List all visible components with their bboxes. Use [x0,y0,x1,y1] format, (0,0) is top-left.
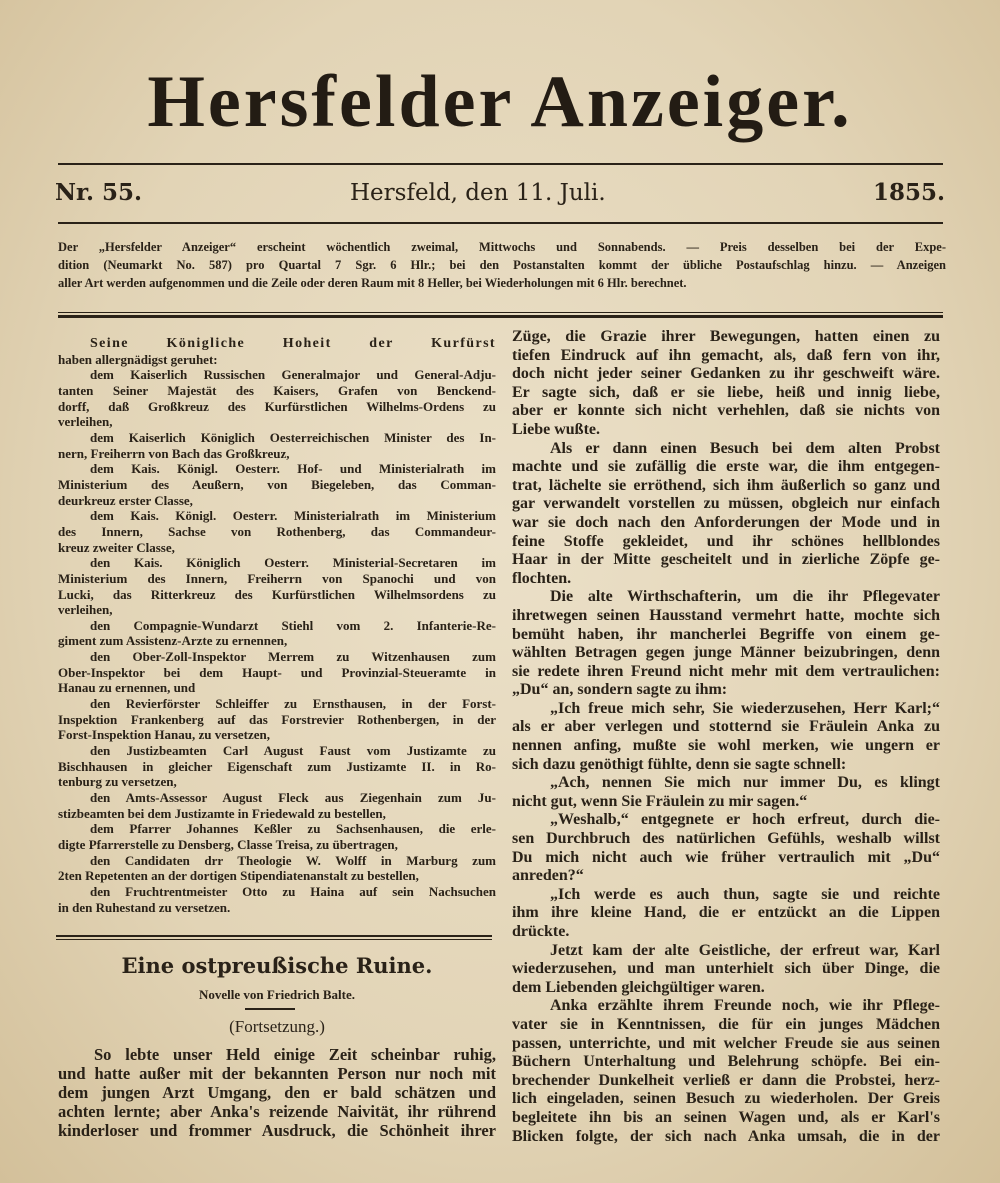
text-line: Ober-Inspektor bei dem Haupt- und Provinzial-Steueramte in [58,664,496,680]
dateline-rule [58,222,943,224]
text-line: sen Durchbruch des natürlichen Gefühls, weshalb willst [512,830,940,848]
text-line: in den Ruhestand zu versetzen. [58,899,231,915]
text-line: wiederzusehen, und man unterhielt sich über Dinge, die [512,960,940,978]
text-line: „Ach, nennen Sie mich nur immer Du, es klingt [550,774,940,792]
text-line: nennen anfing, mußte sie wohl merken, wie ungern er [512,737,940,755]
text-line: giment zum Assistenz-Arzte zu ernennen, [58,633,288,649]
text-line: Er sagte sich, daß er sie liebe, heiß und innig liebe, [512,383,940,401]
announcement-column [58,336,496,915]
text-line: tiefen Eindruck auf ihn gemacht, als, daß fern von ihr, [512,346,940,364]
story-continuation: (Fortsetzung.) [229,1017,325,1036]
text-line: Der „Hersfelder Anzeiger“ erscheint wöchentlich zweimal, Mittwochs und Sonnabends. — Preis desselben bei der Expe- [58,240,946,254]
text-line: aller Art werden aufgenommen und die Zeile oder deren Raum mit 8 Heller, bei Wiederholungen mit 6 Hlr. berechnet. [58,276,687,290]
text-line: den Revierförster Schleiffer zu Ernsthausen, in der Forst- [90,696,496,712]
text-line: Züge, die Grazie ihrer Bewegungen, hatten einen zu [512,328,940,345]
dateline [55,178,945,212]
text-line: doch nicht jeder seiner Gedanken zu ihr geschweift wäre. [512,365,940,383]
story-body-left [58,1045,496,1140]
text-line: des Innern, Sachse von Rothenberg, das Commandeur- [58,523,496,539]
text-line: den Candidaten drr Theologie W. Wolff in Marburg zum [90,852,496,868]
text-line: Seine Königliche Hoheit der Kurfürst [90,336,496,351]
text-line: dorff, daß Großkreuz des Kurfürstlichen Wilhelms-Ordens zu [58,398,496,414]
text-line: den Kais. Königlich Oesterr. Ministerial-Secretaren im [90,555,496,571]
masthead-rule [58,163,943,165]
text-line: kreuz zweiter Classe, [58,539,175,555]
text-line: verleihen, [58,602,113,618]
text-line: tanten Seiner Majestät des Kaisers, Grafen von Benckend- [58,382,496,398]
text-line: Lucki, das Ritterkreuz des Kurfürstlichen Wilhelmsordens zu [58,586,496,602]
text-line: dem Liebenden gleichgültiger waren. [512,978,765,996]
double-rule-top [58,312,943,313]
masthead-title: Hersfelder Anzeiger. [147,61,853,143]
text-line: gar verwandelt vorstellen zu müssen, obgleich nur einfach [512,495,940,513]
text-line: drückte. [512,923,570,940]
text-line: Die alte Wirthschafterin, um die ihr Pflegevater [550,588,940,606]
text-line: Ministerium des Aeußern, von Biegeleben, das Comman- [58,476,496,492]
text-line: Blicken folgte, der sich nach Anka umsah, die in der [512,1127,940,1145]
subscription-notice [58,238,946,292]
text-line: Als er dann einen Besuch bei dem alten Probst [550,439,940,457]
text-line: sie redete ihren Freund nicht mehr mit dem vertraulichen: [512,662,940,680]
text-line: Forst-Inspektion Hanau, zu versetzen, [58,727,270,743]
text-line: „Ich freue mich sehr, Sie wiederzusehen, Herr Karl;“ [550,699,940,717]
text-line: achten lernte; aber Anka's reizende Naivität, ihr rührend [58,1102,496,1121]
text-line: dem Kaiserlich Königlich Oesterreichischen Minister des In- [90,429,496,445]
text-line: „Ich werde es auch thun, sagte sie und reichte [550,885,940,903]
text-line: dem jungen Arzt Umgang, den er bald schätzen und [58,1083,496,1102]
text-line: brechender Dunkelheit verließ er dann die Probstei, herz- [512,1071,940,1089]
story-body-right [512,328,940,1146]
text-line: Liebe wußte. [512,420,600,438]
text-line: Du mich nicht auch wie früher vertraulich mit „Du“ [512,848,940,866]
text-line: dition (Neumarkt No. 587) pro Quartal 7 Sgr. 6 Hlr.; bei den Postanstalten kommt der übliche Postaufschlag hinzu. — Anzeigen [58,258,946,272]
text-line: lich eingeladen, seinen Besuch zu wiederholen. Der Greis [512,1090,940,1108]
text-line: dem Kais. Königl. Oesterr. Ministerialrath im Ministerium [90,508,496,524]
text-line: flochten. [512,569,572,587]
text-line: Haar in der Mitte gescheitelt und in zierliche Zöpfe ge- [512,551,940,569]
text-line: „Du“ an, sondern sagte zu ihm: [512,681,728,699]
text-line: Jetzt kam der alte Geistliche, der erfreut war, Karl [550,941,940,959]
text-line: „Weshalb,“ entgegnete er hoch erfreut, durch die- [550,811,940,829]
text-line: Hanau zu ernennen, und [58,680,196,696]
text-line: den Compagnie-Wundarzt Stiehl vom 2. Infanterie-Re- [90,617,496,633]
text-line: nern, Freiherrn von Bach das Großkreuz, [58,445,290,461]
text-line: tenburg zu versetzen, [58,774,177,790]
text-line: den Amts-Assessor August Fleck aus Ziegenhain zum Ju- [90,790,496,806]
text-line: vater sie in Kenntnissen, die für ein junges Mädchen [512,1015,940,1033]
text-line: dem Kaiserlich Russischen Generalmajor und General-Adju- [90,367,496,383]
text-line: ihretwegen seinen Hausstand vermehrt hatte, mochte sich [512,606,940,624]
text-line: Anka erzählte ihrem Freunde noch, wie ihr Pflege- [550,997,940,1015]
text-line: den Fruchtrentmeister Otto zu Haina auf sein Nachsuchen [90,883,496,899]
place-date: Hersfeld, den 11. Juli. [350,180,606,206]
text-line: So lebte unser Held einige Zeit scheinbar ruhig, [94,1045,496,1064]
text-line: Inspektion Frankenberg auf das Forstrevier Rothenbergen, in der [58,711,496,727]
text-line: dem Kais. Königl. Oesterr. Hof- und Ministerialrath im [90,461,496,477]
text-line: haben allergnädigst geruhet: [58,351,218,367]
text-line: war sie doch nach den Anforderungen der Mode und in [512,513,940,531]
text-line: trat, lächelte sie erröthend, sich ihm äußerlich so ganz und [512,476,940,494]
story-title: Eine ostpreußische Ruine. [121,953,433,978]
section-rule-top [56,935,492,937]
text-line: begleitete ihn bis an seinen Wagen und, als er Karl's [512,1108,940,1126]
text-line: Büchern Unterhaltung und Belehrung schöpfe. Bei ein- [512,1053,940,1071]
text-line: anreden?“ [512,867,584,885]
text-line: als er aber verlegen und stotternd sie Fräulein Anka zu [512,718,940,736]
text-line: digte Pfarrerstelle zu Densberg, Classe Treisa, zu übertragen, [58,837,398,852]
issue-number: Nr. 55. [55,179,143,206]
text-line: dem Pfarrer Johannes Keßler zu Sachsenhausen, die erle- [90,821,496,837]
text-line: nicht gut, wenn Sie Fräulein zu mir sagen.“ [512,792,808,810]
text-line: aber er konnte sich nicht verhehlen, daß sie nichts von [512,402,940,420]
text-line: kinderloser und frommer Ausdruck, die Schönheit ihrer [58,1121,496,1140]
double-rule-bottom [58,315,943,318]
story-author: Novelle von Friedrich Balte. [199,987,355,1002]
text-line: sich dazu genöthigt fühlte, denn sie sagte schnell: [512,755,847,773]
section-rule-bottom [56,939,492,940]
year: 1855. [872,179,945,206]
text-line: stizbeamten bei dem Justizamte in Friedewald zu bestellen, [58,805,386,821]
text-line: ihm ihre kleine Hand, die er entzückt an die Lippen [512,904,940,922]
story-short-rule [245,1008,295,1010]
text-line: machte und sie zufällig die erste war, die ihm entgegen- [512,458,940,476]
text-line: 2ten Repetenten an der dortigen Stipendiatenanstalt zu bestellen, [58,868,419,884]
text-line: wählten Betragen gegen junge Männer beizubringen, denn [512,644,940,662]
text-line: bemüht haben, ihr mancherlei Begriffe von einem ge- [512,625,940,643]
text-line: Ministerium des Innern, Freiherrn von Spanochi und von [58,570,496,586]
text-line: feine Stoffe gekleidet, und ihr schönes hellblondes [512,532,940,550]
text-line: passen, unterrichte, und mit welcher Freude sie aus seinen [512,1034,940,1052]
text-line: deurkreuz erster Classe, [58,492,193,508]
text-line: Bischhausen in gleicher Eigenschaft zum Justizamte II. in Ro- [58,758,496,774]
text-line: verleihen, [58,414,113,430]
text-line: den Ober-Zoll-Inspektor Merrem zu Witzenhausen zum [90,649,496,665]
text-line: den Justizbeamten Carl August Faust vom Justizamte zu [90,743,496,759]
text-line: und hatte außer mit der bekannten Person nur noch mit [58,1064,496,1083]
